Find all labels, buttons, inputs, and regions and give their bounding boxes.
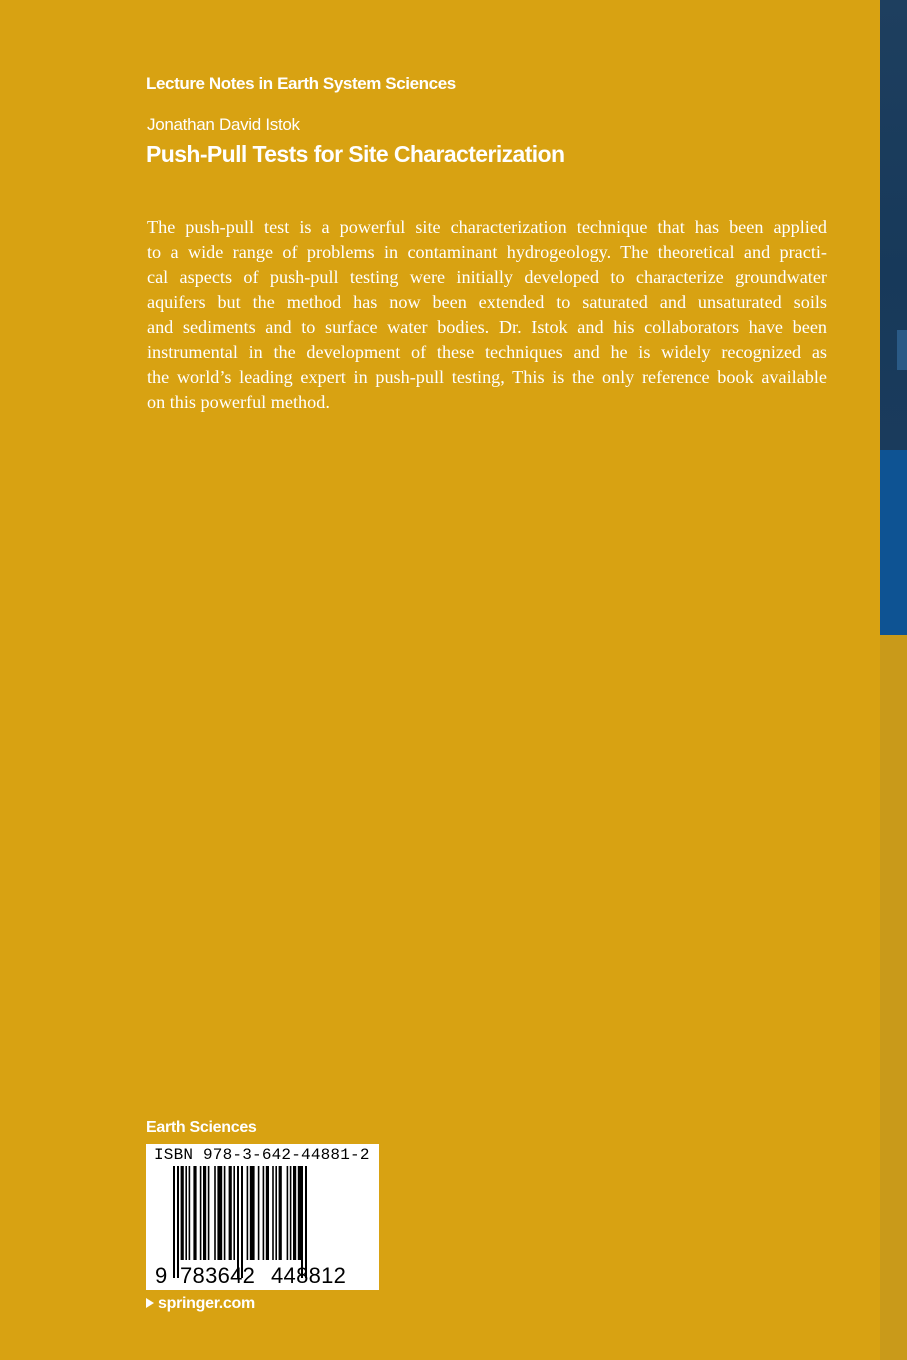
spine-dark-band	[880, 0, 907, 450]
barcode-bar	[272, 1166, 274, 1260]
barcode-bar	[237, 1166, 239, 1278]
barcode-bar	[200, 1166, 202, 1260]
barcode-bar	[258, 1166, 260, 1260]
barcode-bar	[193, 1166, 196, 1260]
barcode-bar	[275, 1166, 277, 1260]
blurb-line: cal aspects of push-pull testing were initially developed to characterize groundwater	[147, 267, 827, 287]
isbn-text: ISBN 978-3-642-44881-2	[154, 1146, 370, 1164]
barcode-bar	[217, 1166, 222, 1260]
blurb-line: aquifers but the method has now been extended to saturated and unsaturated soils	[147, 292, 827, 312]
book-title: Push-Pull Tests for Site Characterization	[146, 141, 565, 167]
barcode	[146, 1144, 379, 1290]
barcode-bar	[263, 1166, 265, 1260]
ean-right-digits: 448812	[271, 1263, 347, 1288]
blurb-line: and sediments and to surface water bodies. Dr. Istok and his collaborators have been	[147, 317, 827, 337]
barcode-bar	[173, 1166, 175, 1278]
website-label: springer.com	[158, 1295, 255, 1312]
barcode-bar	[177, 1166, 179, 1278]
barcode-bar	[181, 1166, 184, 1260]
book-description	[147, 215, 827, 415]
series-name: Lecture Notes in Earth System Sciences	[146, 74, 456, 93]
publisher-website	[146, 1295, 255, 1313]
barcode-bar	[287, 1166, 289, 1260]
barcode-bar	[279, 1166, 282, 1260]
spine-mark	[897, 330, 907, 370]
barcode-bar	[189, 1166, 191, 1260]
blurb-line: to a wide range of problems in contaminant hydrogeology. The theoretical and practi-	[147, 242, 827, 262]
blurb-line: The push-pull test is a powerful site characterization technique that has been applied	[147, 217, 827, 237]
barcode-bar	[266, 1166, 269, 1260]
barcode-bar	[203, 1166, 206, 1260]
barcode-bar	[290, 1166, 292, 1260]
blurb-line: on this powerful method.	[147, 392, 330, 412]
barcode-bar	[214, 1166, 216, 1260]
barcode-bar	[241, 1166, 243, 1278]
barcode-bar	[250, 1166, 255, 1260]
barcode-bar	[305, 1166, 307, 1278]
barcode-bar	[229, 1166, 232, 1260]
subject-category: Earth Sciences	[146, 1119, 257, 1136]
ean-first-digit: 9	[155, 1263, 168, 1288]
barcode-bar	[247, 1166, 249, 1260]
barcode-bar	[224, 1166, 226, 1260]
barcode-bar	[293, 1166, 296, 1260]
spine-blue-band	[880, 450, 907, 635]
barcode-bar	[301, 1166, 303, 1278]
triangle-arrow-icon	[146, 1298, 154, 1308]
barcode-bar	[233, 1166, 235, 1260]
blurb-line: instrumental in the development of these techniques and he is widely recognized as	[147, 342, 827, 362]
blurb-line: the world’s leading expert in push-pull testing, This is the only reference book available	[147, 367, 827, 387]
barcode-bar	[208, 1166, 210, 1260]
author-name: Jonathan David Istok	[147, 115, 300, 134]
spine-gold-band	[880, 635, 907, 1360]
ean-left-digits: 783642	[180, 1263, 256, 1288]
barcode-bar	[298, 1166, 301, 1260]
barcode-bar	[185, 1166, 187, 1260]
